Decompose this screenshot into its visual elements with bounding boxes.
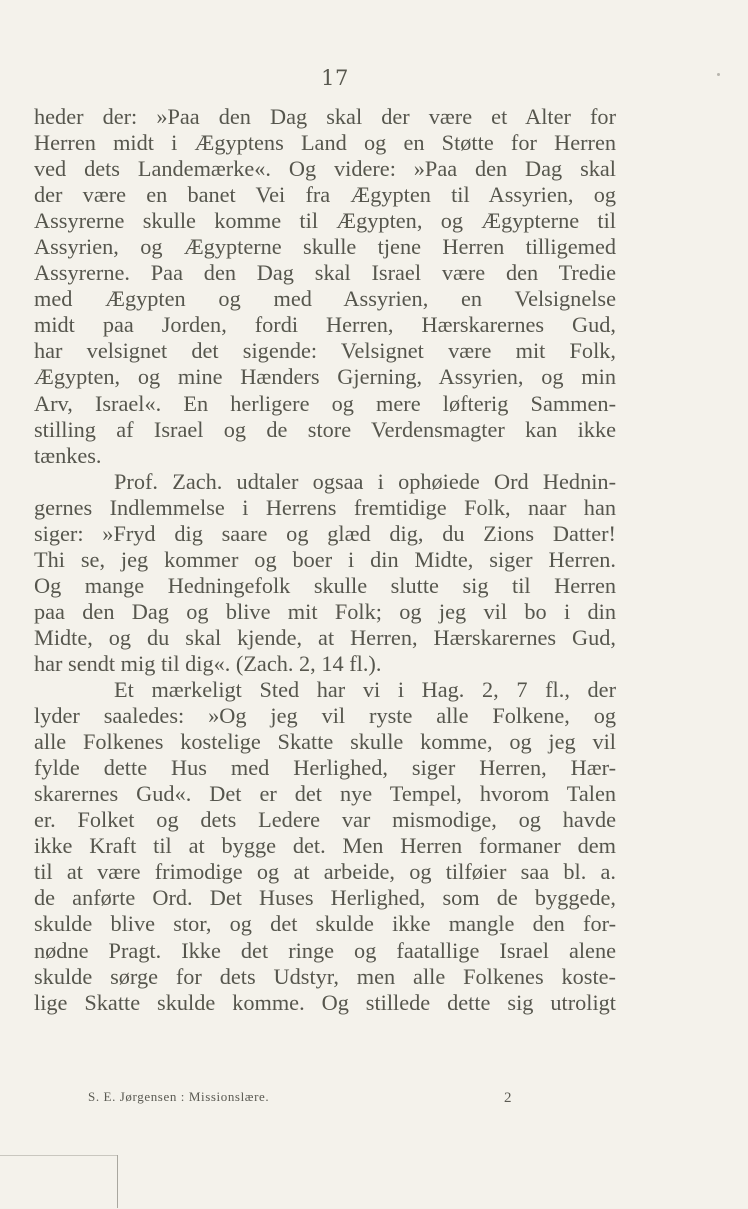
scan-speck bbox=[717, 73, 720, 76]
text-line: Og mange Hedningefolk skulle slutte sig til Herren bbox=[34, 572, 616, 598]
text-line: til at være frimodige og at arbeide, og tilføier saa bl. a. bbox=[34, 859, 616, 885]
text-line: skarernes Gud«. Det er det nye Tempel, hvorom Talen bbox=[34, 781, 616, 807]
text-line: ikke Kraft til at bygge det. Men Herren formaner dem bbox=[34, 833, 616, 859]
text-line: Assyrerne. Paa den Dag skal Israel være den Tredie bbox=[34, 260, 616, 286]
text-line: har sendt mig til dig«. (Zach. 2, 14 fl.). bbox=[34, 650, 382, 676]
signature-number: 2 bbox=[504, 1090, 512, 1106]
text-line: midt paa Jorden, fordi Herren, Hærskarernes Gud, bbox=[34, 312, 616, 338]
signature-line: S. E. Jørgensen : Missionslære. bbox=[88, 1089, 270, 1104]
text-line: har velsignet det sigende: Velsignet være mit Folk, bbox=[34, 338, 616, 364]
text-line: fylde dette Hus med Herlighed, siger Herren, Hær- bbox=[34, 755, 616, 781]
text-line: tænkes. bbox=[34, 442, 102, 468]
text-line: Herren midt i Ægyptens Land og en Støtte for Herren bbox=[34, 130, 616, 156]
text-line: lige Skatte skulde komme. Og stillede dette sig utroligt bbox=[34, 989, 616, 1015]
text-line: Assyrien, og Ægypterne skulle tjene Herren tilligemed bbox=[34, 234, 616, 260]
text-line: nødne Pragt. Ikke det ringe og faatallige Israel alene bbox=[34, 937, 616, 963]
text-line: er. Folket og dets Ledere var mismodige, og havde bbox=[34, 807, 616, 833]
text-line: Arv, Israel«. En herligere og mere løfterig Sammen- bbox=[34, 390, 616, 416]
text-line: Assyrerne skulle komme til Ægypten, og Ægypterne til bbox=[34, 208, 616, 234]
text-line: skulde sørge for dets Udstyr, men alle Folkenes koste- bbox=[34, 963, 616, 989]
text-line: Midte, og du skal kjende, at Herren, Hærskarernes Gud, bbox=[34, 624, 616, 650]
text-line: der være en banet Vei fra Ægypten til Assyrien, og bbox=[34, 182, 616, 208]
text-line: ved dets Landemærke«. Og videre: »Paa den Dag skal bbox=[34, 156, 616, 182]
text-line: skulde blive stor, og det skulde ikke mangle den for- bbox=[34, 911, 616, 937]
text-line: paa den Dag og blive mit Folk; og jeg vil bo i din bbox=[34, 598, 616, 624]
text-line: Et mærkeligt Sted har vi i Hag. 2, 7 fl., der bbox=[114, 677, 616, 703]
text-line: med Ægypten og med Assyrien, en Velsignelse bbox=[34, 286, 616, 312]
scan-edge-mark bbox=[0, 1155, 118, 1209]
body-text bbox=[34, 104, 616, 1016]
page-number: 17 bbox=[321, 66, 349, 90]
text-line: gernes Indlemmelse i Herrens fremtidige Folk, naar han bbox=[34, 494, 616, 520]
text-line: stilling af Israel og de store Verdensmagter kan ikke bbox=[34, 416, 616, 442]
text-line: heder der: »Paa den Dag skal der være et Alter for bbox=[34, 104, 616, 129]
text-line: siger: »Fryd dig saare og glæd dig, du Zions Datter! bbox=[34, 520, 616, 546]
scan-edge-line bbox=[117, 1155, 118, 1208]
text-line: Ægypten, og mine Hænders Gjerning, Assyrien, og min bbox=[34, 364, 616, 390]
text-line: Prof. Zach. udtaler ogsaa i ophøiede Ord Hednin- bbox=[114, 468, 616, 494]
text-line: de anførte Ord. Det Huses Herlighed, som de byggede, bbox=[34, 885, 616, 911]
text-line: Thi se, jeg kommer og boer i din Midte, siger Herren. bbox=[34, 546, 616, 572]
text-line: lyder saaledes: »Og jeg vil ryste alle Folkene, og bbox=[34, 703, 616, 729]
text-line: alle Folkenes kostelige Skatte skulle komme, og jeg vil bbox=[34, 729, 616, 755]
